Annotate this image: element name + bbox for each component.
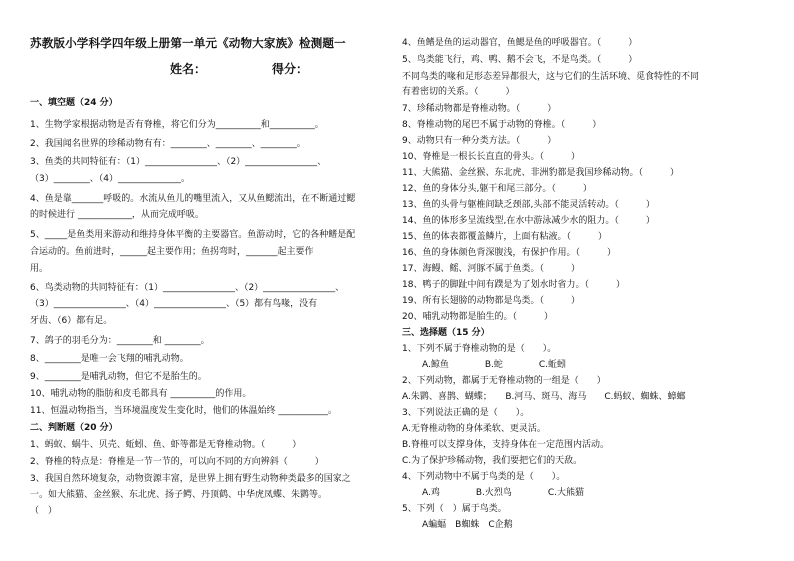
question-line: 1、下列不属于脊椎动物的是（ ）。 <box>402 344 557 354</box>
question-line: 9、________是哺乳动物，但它不是胎生的。 <box>30 372 207 382</box>
question-line: 16、鱼的身体颜色背深腹浅，有保护作用。（ ） <box>402 248 616 258</box>
choice-options: C.为了保护珍稀动物，我们要把它们的天敌。 <box>402 456 583 466</box>
question-line: （3）________________、（4）________________、（5）都有鸟喙，没有 <box>30 299 318 309</box>
choice-options: A.朱鹮、喜鹊、蝴蝶； B.河马、斑马、海马 C.蚂蚁、蜘蛛、蟑螂 <box>402 392 686 402</box>
question-line: 10、哺乳动物的脂肪和皮毛都具有 __________的作用。 <box>30 389 252 399</box>
question-line: 18、鸭子的脚趾中间有蹼是为了划水时省力。（ ） <box>402 280 625 290</box>
name-score-line: 姓名： 得分： <box>170 62 309 76</box>
question-line: 5、_____是鱼类用来游动和维持身体平衡的主要器官。鱼游动时，它的各种鳍是配 <box>30 230 356 240</box>
question-line: 3、鱼类的共同特征有：（1）________________、（2）________________、 <box>30 157 327 167</box>
question-line: 19、所有长翅膀的动物都是鸟类。（ ） <box>402 296 580 306</box>
section-heading: 二、判断题（20 分） <box>30 423 118 433</box>
question-line: 的时候进行 ____________，从而完成呼吸。 <box>30 210 204 220</box>
choice-options: A.鲸鱼 B.蛇 C.蚯蚓 <box>422 360 567 370</box>
question-line: 1、蚂蚁、蜗牛、贝壳、蚯蚓、鱼、虾等都是无脊椎动物。（ ） <box>30 440 302 450</box>
question-line: 11、大熊猫、金丝猴、东北虎、非洲豹都是我国珍稀动物。（ ） <box>402 168 679 178</box>
question-line: 2、下列动物，都属于无脊椎动物的一组是（ ） <box>402 376 606 386</box>
question-line: 15、鱼的体表都覆盖鳞片，上面有粘液。（ ） <box>402 232 607 242</box>
question-line: 7、珍稀动物都是脊椎动物。（ ） <box>402 104 557 114</box>
exam-title: 苏教版小学科学四年级上册第一单元《动物大家族》检测题一 <box>30 36 346 50</box>
question-line: 8、________是唯一会飞翔的哺乳动物。 <box>30 354 189 364</box>
question-line: 9、动物只有一种分类方法。（ ） <box>402 136 557 146</box>
question-line: 10、脊椎是一根长长直直的骨头。（ ） <box>402 152 580 162</box>
question-line: 1、生物学家根据动物是否有脊椎，将它们分为__________和__________。 <box>30 120 324 130</box>
question-line: 4、下列动物中不属于鸟类的是（ ）。 <box>402 472 566 482</box>
choice-options: A.无脊椎动物的身体柔软、更灵活。 <box>402 424 546 434</box>
question-line: 8、脊椎动物的尾巴不属于动物的脊椎。（ ） <box>402 120 602 130</box>
question-line: 7、鸽子的羽毛分为：________和 ________。 <box>30 336 210 346</box>
question-line: （3）________、（4）______________。 <box>30 174 190 184</box>
question-line: 2、脊椎的特点是：脊椎是一节一节的，可以向不同的方向辨斜（ ） <box>30 457 324 467</box>
question-line: 17、海鳗、鳐、河豚不属于鱼类。（ ） <box>402 264 580 274</box>
choice-options: A蝙蝠 B蜘蛛 C企鹅 <box>422 520 513 530</box>
question-line: 20、哺乳动物都是胎生的。（ ） <box>402 312 553 322</box>
question-line: 有着密切的关系。（ ） <box>402 87 515 97</box>
question-line: 4、鱼鳍是鱼的运动器官，鱼鳃是鱼的呼吸器官。（ ） <box>402 38 638 48</box>
question-line: 12、鱼的身体分头,躯干和尾三部分。（ ） <box>402 184 592 194</box>
section-heading: 一、填空题（24 分） <box>30 98 118 108</box>
question-line: 3、下列说法正确的是（ ）。 <box>402 408 530 418</box>
section-heading: 三、选择题（15 分） <box>402 328 490 338</box>
question-line: 用。 <box>30 264 49 274</box>
question-line: 13、鱼的头骨与躯椎间缺乏颈部,头部不能灵活转动。（ ） <box>402 200 655 210</box>
question-line: 不同鸟类的喙和足形态差异都很大，这与它们的生活环境、觅食特性的不同 <box>402 72 700 82</box>
question-line: 2、我国闻名世界的珍稀动物有有：________、________、________。 <box>30 139 306 149</box>
question-line: 5、鸟类能飞行，鸡、鸭、鹅不会飞，不是鸟类。（ ） <box>402 55 638 65</box>
question-line: 3、我国自然环境复杂，动物资源丰富，是世界上拥有野生动物种类最多的国家之 <box>30 474 351 484</box>
question-line: （ ） <box>30 506 58 516</box>
choice-options: A.鸡 B.火烈鸟 C.大熊猫 <box>422 488 585 498</box>
choice-options: B.脊椎可以支撑身体，支持身体在一定范围内活动。 <box>402 440 610 450</box>
question-line: 合运动的。鱼前进时，______起主要作用；鱼拐弯时，_______起主要作 <box>30 247 314 257</box>
question-line: 4、鱼是靠_______呼吸的。水流从鱼儿的嘴里流入，又从鱼鳃流出，在不断通过鳃 <box>30 194 356 204</box>
question-line: 6、鸟类动物的共同特征有：（1）________________、（2）________________、 <box>30 283 345 293</box>
question-line: 牙齿、（6）都有足。 <box>30 316 113 326</box>
question-line: 14、鱼的体形多呈流线型,在水中游泳减少水的阻力。（ ） <box>402 216 655 226</box>
question-line: 一。如大熊猫、金丝猴、东北虎、扬子鳄、丹顶鹤、中华虎凤蝶、朱鹮等。 <box>30 490 328 500</box>
question-line: 5、下列（ ）属于鸟类。 <box>402 504 507 514</box>
question-line: 11、恒温动物指当，当环境温度发生变化时，他们的体温始终 ___________。 <box>30 406 337 416</box>
